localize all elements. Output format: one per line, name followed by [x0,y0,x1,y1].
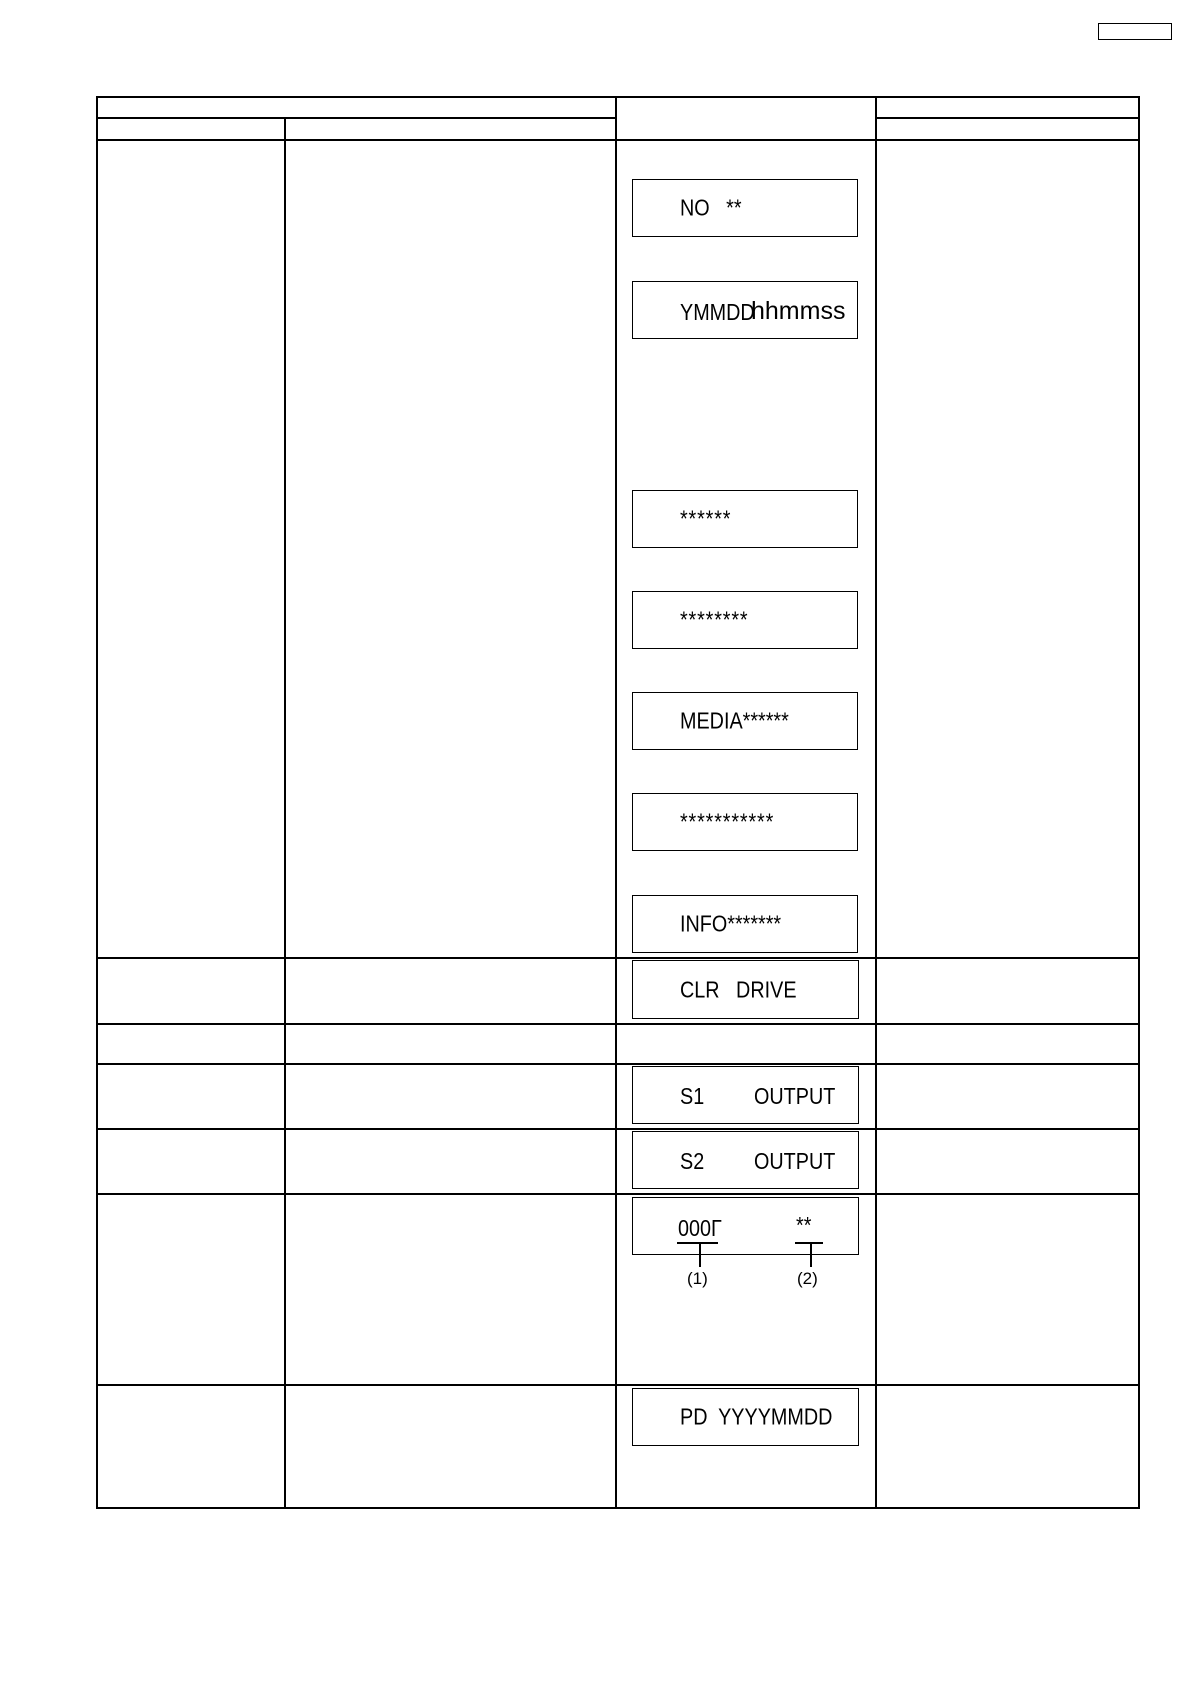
display-text: ******** [680,606,749,633]
display-text: CLR DRIVE [680,976,797,1002]
display-pd-date [632,1388,859,1446]
display-text: INFO******* [680,910,782,937]
display-s2-label: S2 [680,1148,705,1174]
callout-1-label: (1) [687,1269,708,1288]
display-text: PD YYYYMMDD [680,1403,833,1430]
display-s2-output-text: OUTPUT [754,1148,836,1174]
display-code-right: ** [796,1212,812,1238]
display-text: MEDIA****** [680,707,789,734]
display-s1-output-text: OUTPUT [754,1083,836,1109]
display-date-format: YMMDD [680,299,755,325]
display-text: ****** [680,505,732,532]
display-time-format: hhmmss [751,297,846,325]
callout-2-label: (2) [797,1269,818,1288]
display-code-left: 000Γ [678,1215,722,1241]
display-text: NO ** [680,194,742,221]
display-s1-label: S1 [680,1083,705,1109]
display-text: *********** [680,808,775,835]
